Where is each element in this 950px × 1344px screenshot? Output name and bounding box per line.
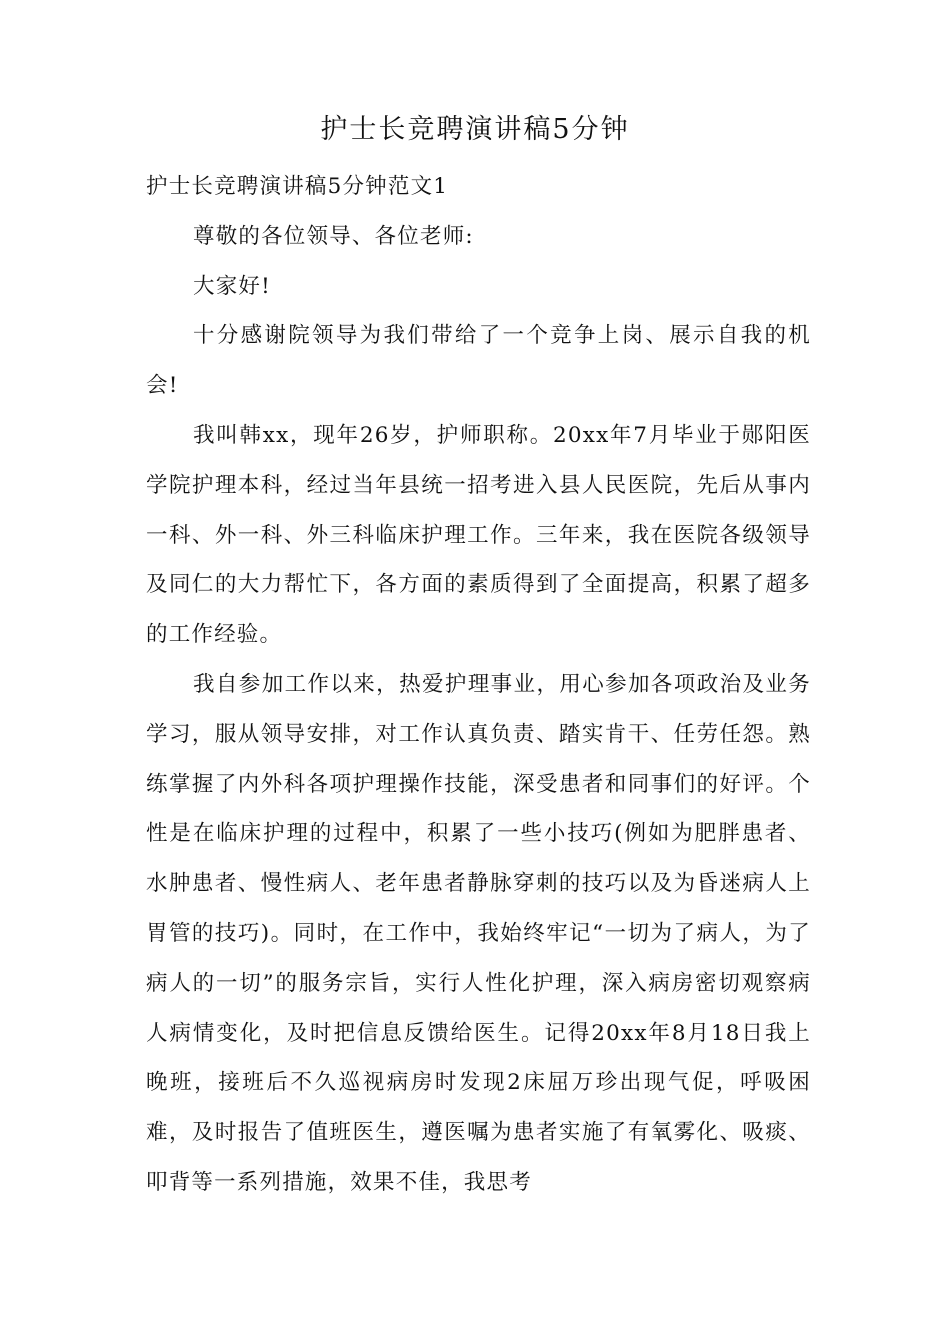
document-body [146, 162, 811, 1208]
section-heading: 护士长竞聘演讲稿5分钟范文1 [146, 174, 449, 199]
introduction-paragraph: 我叫韩xx，现年26岁，护师职称。20xx年7月毕业于郧阳医学院护理本科，经过当年县统一招考进入县人民医院，先后从事内一科、外一科、外三科临床护理工作。三年来，我在医院各级领导及同仁的大力帮忙下，各方面的素质得到了全面提高，积累了超多的工作经验。 [146, 422, 811, 648]
greeting-paragraph: 大家好! [193, 273, 271, 299]
thanks-paragraph: 十分感谢院领导为我们带给了一个竞争上岗、展示自我的机会! [146, 323, 811, 399]
work-experience-paragraph: 我自参加工作以来，热爱护理事业，用心参加各项政治及业务学习，服从领导安排，对工作认真负责、踏实肯干、任劳任怨。熟练掌握了内外科各项护理操作技能，深受患者和同事们的好评。个性是在临床护理的过程中，积累了一些小技巧(例如为肥胖患者、水肿患者、慢性病人、老年患者静脉穿刺的技巧以及为昏迷病人上胃管的技巧)。同时，在工作中，我始终牢记“一切为了病人，为了病人的一切”的服务宗旨，实行人性化护理，深入病房密切观察病人病情变化，及时把信息反馈给医生。记得20xx年8月18日我上晚班，接班后不久巡视病房时发现2床屈万珍出现气促，呼吸困难，及时报告了值班医生，遵医嘱为患者实施了有氧雾化、吸痰、叩背等一系列措施，效果不佳，我思考 [146, 671, 811, 1195]
salutation-paragraph: 尊敬的各位领导、各位老师: [193, 223, 474, 249]
document-title: 护士长竞聘演讲稿5分钟 [320, 114, 630, 145]
